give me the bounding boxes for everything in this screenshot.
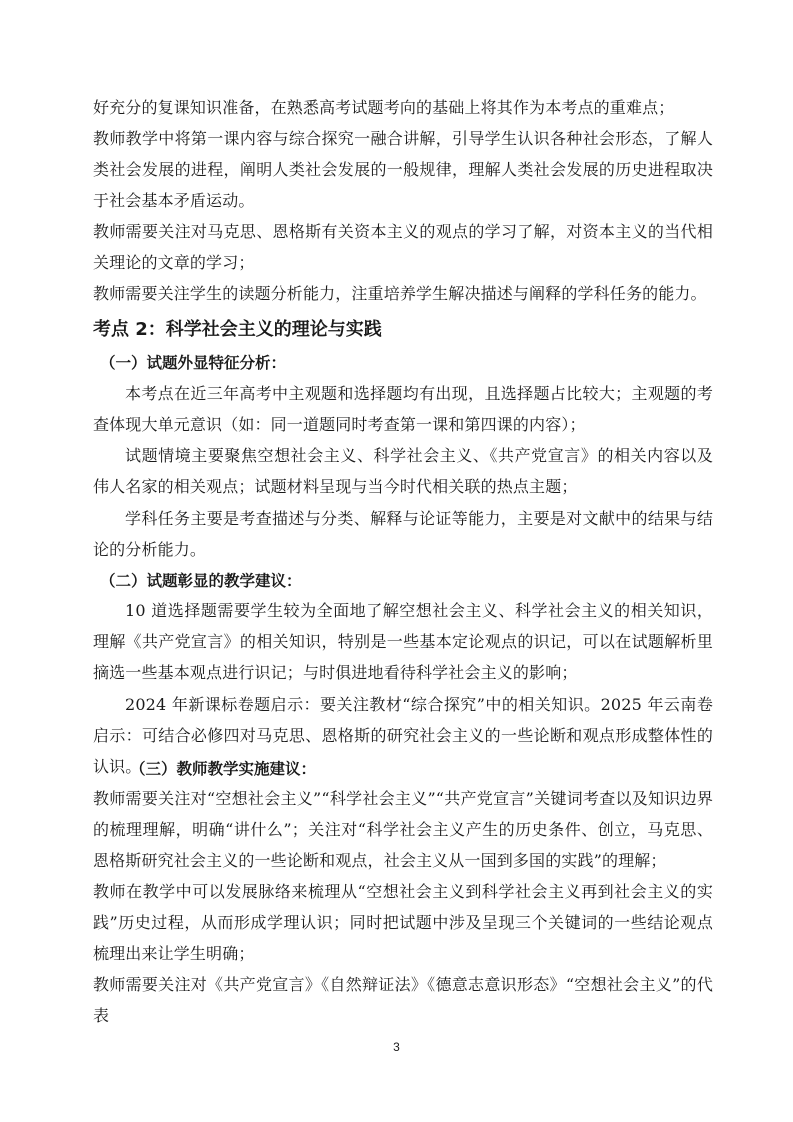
paragraph-teaching-integration: 教师教学中将第一课内容与综合探究一融合讲解，引导学生认识各种社会形态，了解人类社会发展的进程，阐明人类社会发展的一般规律，理解人类社会发展的历史进程取决于社会基本矛盾运动。 bbox=[93, 129, 713, 210]
page-number: 3 bbox=[393, 1040, 400, 1054]
paragraph-reading-ability: 教师需要关注学生的读题分析能力，注重培养学生解决描述与阐释的学科任务的能力。 bbox=[93, 284, 707, 303]
paragraph-classic-works: 教师需要关注对《共产党宣言》《自然辩证法》《德意志意识形态》“空想社会主义”的代表 bbox=[93, 975, 713, 1025]
paragraph-exam-insights: 2024 年新课标卷题启示：要关注教材“综合探究”中的相关知识。2025 年云南卷启示：可结合必修四对马克思、恩格斯的研究社会主义的一些论断和观点形成整体性的认识。 bbox=[93, 695, 713, 776]
paragraph-historical-development: 教师在教学中可以发展脉络来梳理从“空想社会主义到科学社会主义再到社会主义的实践”历史过程，从而形成学理认识；同时把试题中涉及呈现三个关键词的一些结论观点梳理出来让学生明确； bbox=[93, 882, 713, 963]
paragraph-exam-frequency: 本考点在近三年高考中主观题和选择题均有出现，且选择题占比较大；主观题的考查体现大单元意识（如：同一道题同时考查第一课和第四课的内容）； bbox=[93, 384, 713, 434]
subheading-teaching-suggestions: （二）试题彰显的教学建议： bbox=[100, 572, 302, 590]
paragraph-review-prep: 好充分的复课知识准备，在熟悉高考试题考向的基础上将其作为本考点的重难点； bbox=[93, 98, 675, 117]
section-heading-kaodian-2: 考点 2：科学社会主义的理论与实践 bbox=[93, 319, 382, 340]
paragraph-exam-context: 试题情境主要聚焦空想社会主义、科学社会主义、《共产党宣言》的相关内容以及伟人名家的相关观点；试题材料呈现与当今时代相关联的热点主题； bbox=[93, 446, 713, 496]
subheading-exam-features: （一）试题外显特征分析： bbox=[100, 354, 287, 372]
paragraph-choice-questions: 10 道选择题需要学生较为全面地了解空想社会主义、科学社会主义的相关知识，理解《共产党宣言》的相关知识，特别是一些基本定论观点的识记，可以在试题解析里摘选一些基本观点进行识记；与时俱进地看待科学社会主义的影响； bbox=[93, 601, 713, 682]
paragraph-marx-capitalism: 教师需要关注对马克思、恩格斯有关资本主义的观点的学习了解，对资本主义的当代相关理论的文章的学习； bbox=[93, 222, 713, 272]
paragraph-keyword-focus: 教师需要关注对“空想社会主义”“科学社会主义”“共产党宣言”关键词考查以及知识边界的梳理理解，明确“讲什么”；关注对“科学社会主义产生的历史条件、创立，马克思、恩格斯研究社会主义的一些论断和观点，社会主义从一国到多国的实践”的理解； bbox=[93, 789, 713, 870]
paragraph-subject-tasks: 学科任务主要是考查描述与分类、解释与论证等能力，主要是对文献中的结果与结论的分析能力。 bbox=[93, 509, 713, 559]
subheading-implementation-suggestions: （三）教师教学实施建议： bbox=[130, 760, 317, 778]
